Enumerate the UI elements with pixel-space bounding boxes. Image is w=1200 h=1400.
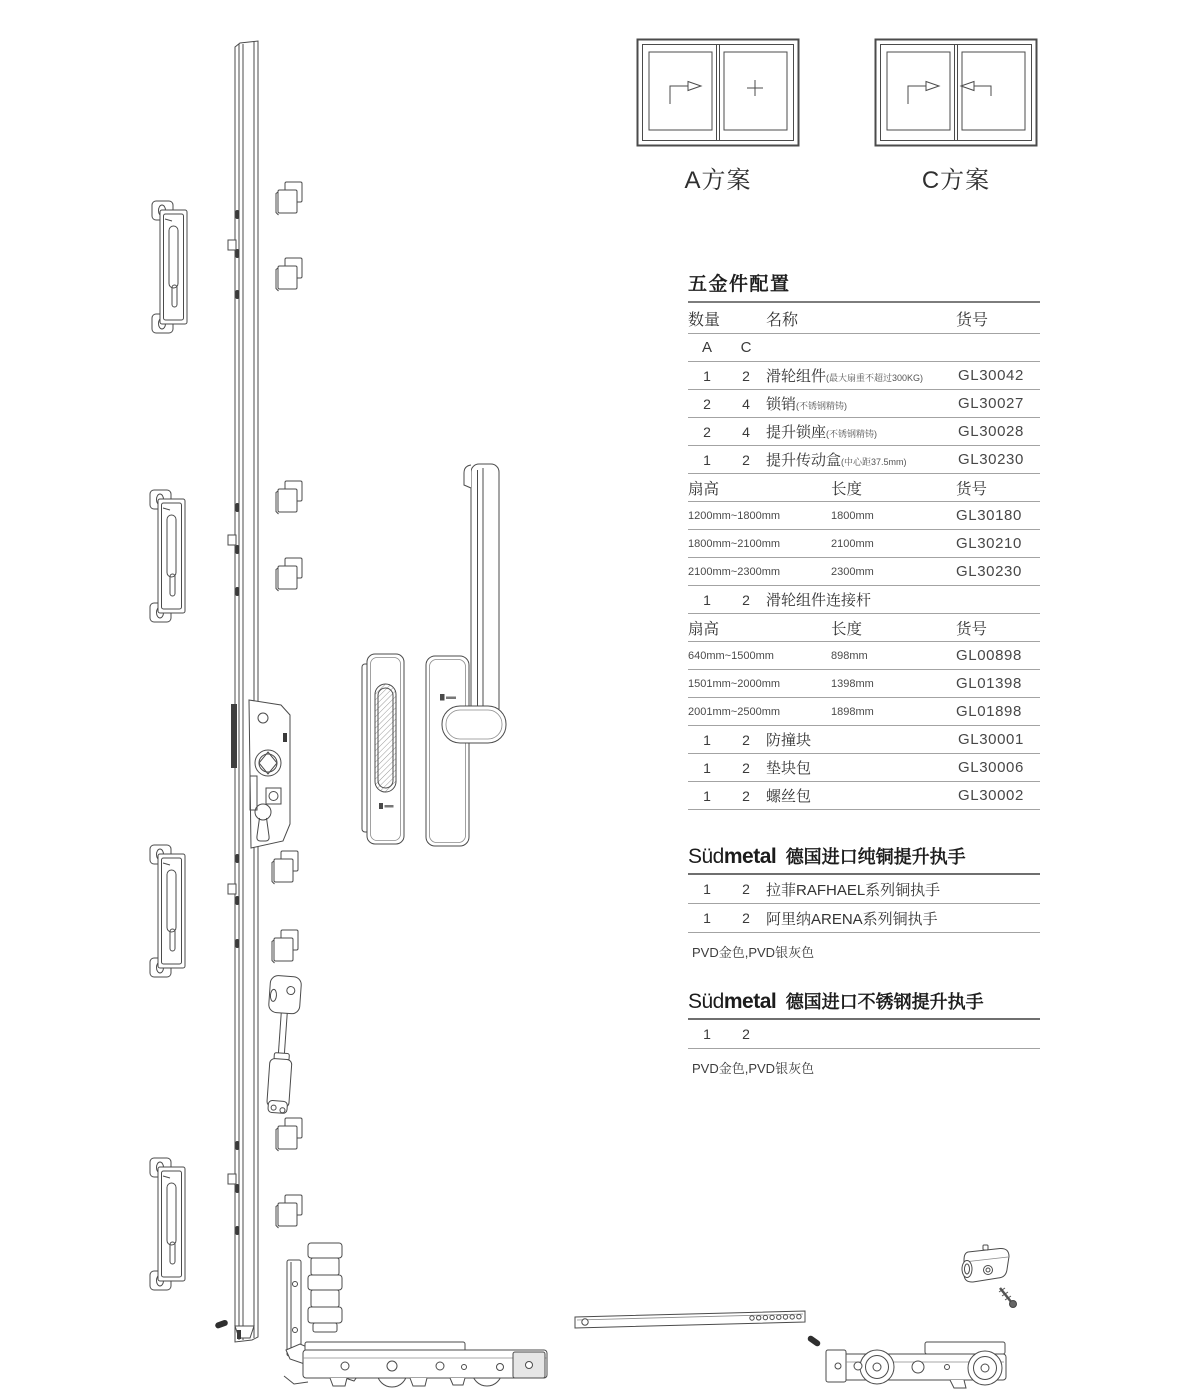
length-value: 2300mm xyxy=(831,565,874,578)
col-sash-height: 扇高 xyxy=(688,620,720,638)
part-code: GL30002 xyxy=(958,787,1024,804)
part-code: GL30027 xyxy=(958,395,1024,412)
table-row xyxy=(688,904,1040,933)
qty-c: 2 xyxy=(742,1026,750,1042)
table-row xyxy=(688,642,1040,670)
part-code: GL30001 xyxy=(958,731,1024,748)
hardware-config-table xyxy=(688,269,1040,810)
finish-note: PVD金色,PVD银灰色 xyxy=(692,945,815,960)
keeper-plate xyxy=(150,490,185,622)
part-name: 防撞块 xyxy=(766,732,812,749)
qty-c: 2 xyxy=(742,731,750,748)
brass-section-heading: Südmetal 德国进口纯铜提升执手 xyxy=(688,843,1040,875)
brand-logo: Süd xyxy=(688,990,724,1013)
qty-a: 1 xyxy=(703,910,711,926)
table-title: 五金件配置 xyxy=(688,269,1040,303)
lock-pin-block xyxy=(276,1195,302,1228)
lock-pin-block xyxy=(272,930,298,963)
table-row xyxy=(688,418,1040,446)
qty-a: 1 xyxy=(703,759,711,776)
table-row xyxy=(688,558,1040,586)
table-row xyxy=(688,670,1040,698)
qty-a: 1 xyxy=(703,881,711,897)
roller-carriage-right xyxy=(826,1342,1006,1388)
lock-pin-block xyxy=(276,182,302,215)
flush-pull-handle xyxy=(362,654,404,844)
part-note: (不锈钢精铸) xyxy=(826,429,878,439)
brass-handle-section xyxy=(688,843,1040,961)
length-value: 1800mm xyxy=(831,509,874,522)
col-length: 长度 xyxy=(831,620,863,638)
lock-pin-block xyxy=(272,851,298,884)
qty-c: 4 xyxy=(742,423,750,440)
part-name: 垫块包 xyxy=(766,760,812,777)
table-row xyxy=(688,754,1040,782)
section-title: 德国进口不锈钢提升执手 xyxy=(785,992,984,1012)
pin xyxy=(214,1319,228,1329)
lock-pin-block xyxy=(276,481,302,514)
pin xyxy=(807,1335,822,1348)
qty-c: 4 xyxy=(742,395,750,412)
qty-c: 2 xyxy=(742,759,750,776)
part-code: GL30180 xyxy=(956,507,1022,524)
table-row xyxy=(688,698,1040,726)
part-code: GL30006 xyxy=(958,759,1024,776)
part-note: (不锈钢精铸) xyxy=(796,401,848,411)
qty-a: 1 xyxy=(703,367,711,384)
corner-guide-block xyxy=(308,1243,342,1332)
roller-carriage-left xyxy=(303,1342,547,1387)
screw xyxy=(999,1288,1017,1308)
plan-c-label: C方案 xyxy=(921,167,991,194)
steel-handle-section xyxy=(688,988,1040,1077)
qty-a: 1 xyxy=(703,787,711,804)
table-row xyxy=(688,1020,1040,1049)
window-plan-c-drawing xyxy=(874,38,1038,148)
length-value: 2100mm xyxy=(831,537,874,550)
part-note: (中心距37.5mm) xyxy=(841,457,907,467)
steel-section-heading: Südmetal 德国进口不锈钢提升执手 xyxy=(688,988,1040,1020)
part-code: GL30210 xyxy=(956,535,1022,552)
table-row xyxy=(688,362,1040,390)
qty-c: 2 xyxy=(742,881,750,897)
anti-collision-block xyxy=(962,1245,1009,1282)
part-note: (最大扇重不超过300KG) xyxy=(826,373,924,383)
table-row xyxy=(688,502,1040,530)
brand-logo: Süd xyxy=(688,845,724,868)
part-code: GL30042 xyxy=(958,367,1024,384)
keeper-plate xyxy=(152,201,187,333)
table-row xyxy=(688,446,1040,474)
qty-a: 1 xyxy=(703,1026,711,1042)
handle-name: 阿里纳ARENA系列铜执手 xyxy=(766,910,938,928)
part-name: 提升锁座(不锈钢精铸) xyxy=(766,424,878,441)
table-row xyxy=(688,782,1040,810)
lock-pin-block xyxy=(276,558,302,591)
col-length: 长度 xyxy=(831,480,863,498)
col-code: 货号 xyxy=(956,620,988,638)
sash-height-range: 2100mm~2300mm xyxy=(688,565,781,578)
length-value: 1398mm xyxy=(831,677,874,690)
part-name: 滑轮组件连接杆 xyxy=(766,592,872,609)
part-code: GL01898 xyxy=(956,703,1022,720)
col-name: 名称 xyxy=(766,311,799,329)
qty-a: 1 xyxy=(703,451,711,468)
table-row xyxy=(688,875,1040,904)
gas-strut xyxy=(261,975,301,1114)
col-code: 货号 xyxy=(956,311,989,329)
col-qty: 数量 xyxy=(688,311,721,329)
plan-subheader-row xyxy=(688,334,1040,362)
plan-c-col: C xyxy=(740,339,752,356)
size-header-row xyxy=(688,474,1040,502)
lock-pin-block xyxy=(276,258,302,291)
connecting-bar xyxy=(575,1311,805,1328)
keeper-plate xyxy=(150,1158,185,1290)
window-plan-a-drawing xyxy=(636,38,800,148)
lift-slide-handle xyxy=(426,464,506,846)
qty-c: 2 xyxy=(742,591,750,608)
qty-a: 2 xyxy=(703,423,711,440)
col-sash-height: 扇高 xyxy=(688,480,720,498)
part-code: GL00898 xyxy=(956,647,1022,664)
qty-c: 2 xyxy=(742,451,750,468)
section-title: 德国进口纯铜提升执手 xyxy=(785,847,966,867)
length-value: 898mm xyxy=(831,649,868,662)
qty-a: 1 xyxy=(703,731,711,748)
sash-height-range: 1501mm~2000mm xyxy=(688,677,781,690)
table-row xyxy=(688,530,1040,558)
table-row xyxy=(688,726,1040,754)
lift-rail xyxy=(228,41,258,1342)
length-value: 1898mm xyxy=(831,705,874,718)
size-header-row xyxy=(688,614,1040,642)
part-code: GL30230 xyxy=(956,563,1022,580)
table-header-row xyxy=(688,303,1040,334)
part-name: 锁销(不锈钢精铸) xyxy=(766,396,848,413)
sash-height-range: 1800mm~2100mm xyxy=(688,537,781,550)
window-plan-c xyxy=(874,38,1038,195)
qty-c: 2 xyxy=(742,787,750,804)
part-code: GL30028 xyxy=(958,423,1024,440)
table-row xyxy=(688,586,1040,614)
table-row xyxy=(688,390,1040,418)
sash-height-range: 2001mm~2500mm xyxy=(688,705,781,718)
qty-a: 1 xyxy=(703,591,711,608)
part-name: 滑轮组件(最大扇重不超过300KG) xyxy=(766,368,924,385)
plan-a-col: A xyxy=(701,339,712,356)
handle-name: 拉菲RAFHAEL系列铜执手 xyxy=(766,881,941,899)
qty-c: 2 xyxy=(742,910,750,926)
part-code: GL01398 xyxy=(956,675,1022,692)
keeper-plate xyxy=(150,845,185,977)
col-code: 货号 xyxy=(956,480,988,498)
qty-c: 2 xyxy=(742,367,750,384)
lock-pin-block xyxy=(276,1118,302,1151)
part-name: 螺丝包 xyxy=(766,788,812,805)
part-name: 提升传动盒(中心距37.5mm) xyxy=(766,452,907,469)
qty-a: 2 xyxy=(703,395,711,412)
finish-note: PVD金色,PVD银灰色 xyxy=(692,1061,815,1076)
sash-height-range: 640mm~1500mm xyxy=(688,649,774,662)
part-code: GL30230 xyxy=(958,451,1024,468)
plan-a-label: A方案 xyxy=(684,167,752,194)
sash-height-range: 1200mm~1800mm xyxy=(688,509,781,522)
window-plan-a xyxy=(636,38,800,195)
